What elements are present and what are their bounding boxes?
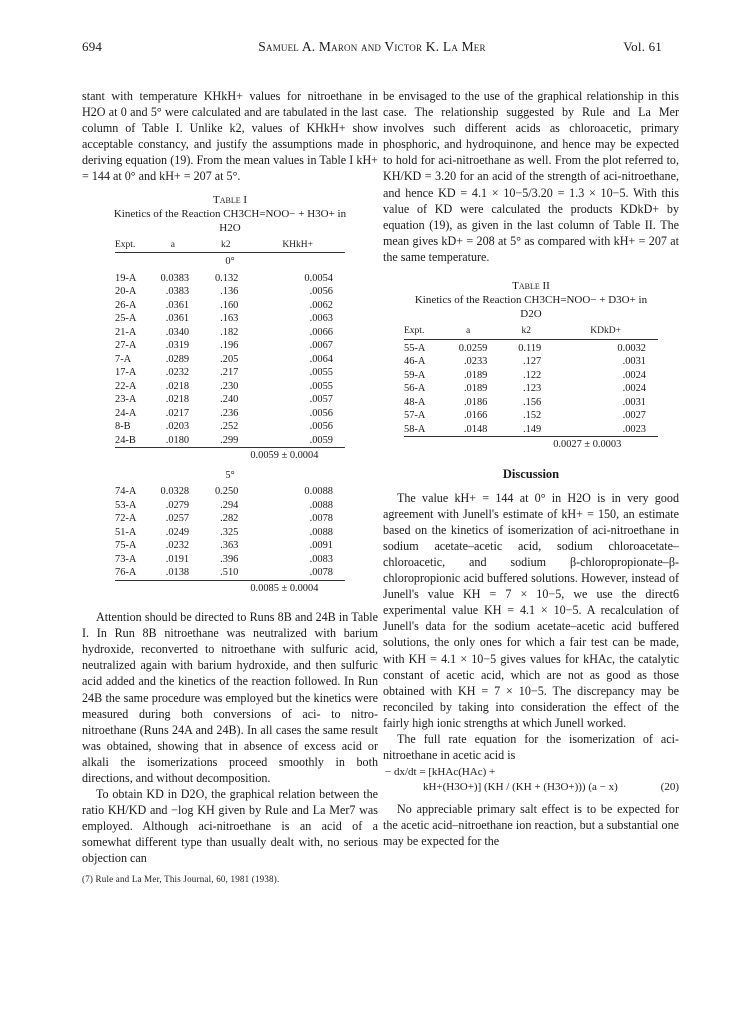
table-cell: 20-A	[115, 286, 137, 298]
table-cell: .152	[523, 410, 542, 422]
column-header: k2	[499, 325, 553, 339]
column-header: a	[437, 325, 499, 339]
table-cell: .0056	[309, 407, 333, 419]
table-cell: .0218	[165, 380, 190, 392]
page-number: 694	[82, 39, 103, 54]
table-cell: 19-A	[115, 272, 137, 284]
table-cell: 0.132	[214, 272, 239, 284]
table-cell: .0203	[165, 421, 190, 433]
equation-line: − dx/dt = [kHAc(HAc) +	[385, 766, 496, 779]
table-cell: 57-A	[404, 410, 426, 422]
table-cell: 26-A	[115, 299, 137, 311]
table-cell: .0063	[309, 313, 333, 325]
table-cell: .0189	[463, 369, 488, 381]
table-cell: .0067	[309, 340, 333, 352]
table-cell: .0064	[309, 353, 333, 365]
table-cell: 0.0259	[437, 339, 499, 355]
table-cell: .294	[220, 499, 239, 511]
table-cell: .0383	[165, 286, 190, 298]
table-cell: .123	[523, 383, 542, 395]
table-cell: .217	[220, 367, 239, 379]
table-cell: .0031	[622, 356, 646, 368]
table-cell: .196	[220, 340, 239, 352]
table-row	[115, 566, 345, 580]
paragraph: The value kH+ = 144 at 0° in H2O is in very good agreement with Junell's estimate of kH+ = 150, an estimate based on the kinetics of isomerization of aci-nitroethane in sodium acetate–acetic acid, sodium chloroacetate–chloroacetic, and sodium β-chloropropionate–β-chloropropionic acid buffered solutions. However, instead of Junell's value KH = 7 × 10−5, we use the direct6 experimental value KH = 4.1 × 10−5. A recalculation of Junell's data for the sodium acetate–acetic acid buffered solutions, the only ones for which a fair test can be made, with KH = 4.1 × 10−5 gives values for kHAc, the catalytic constant of acetic acid, which are not as good as those obtained with KH = 7 × 10−5. The discrepancy may be reconciled by taking into consideration the effect of the fairly high ionic strengths at which Junell worked.	[383, 490, 679, 730]
table-cell: .0078	[309, 567, 333, 579]
table-row	[404, 396, 658, 410]
table-cell: 0.250	[214, 486, 239, 498]
table-cell: .163	[220, 313, 239, 325]
table-cell: 76-A	[115, 567, 137, 579]
table-cell: 24-A	[115, 407, 137, 419]
table-cell: .0166	[463, 410, 488, 422]
table-cell: .0180	[165, 434, 190, 446]
table-cell: .325	[220, 526, 239, 538]
table-caption: Table I	[212, 193, 248, 206]
table-row	[115, 526, 345, 540]
table-cell: 53-A	[115, 499, 137, 511]
table-cell: 74-A	[115, 486, 137, 498]
table-cell: .156	[523, 396, 542, 408]
table-cell: .0217	[165, 407, 190, 419]
table-cell: .0057	[309, 394, 333, 406]
table-cell: 0.0088	[304, 486, 333, 498]
table-cell: 0.119	[499, 339, 553, 355]
table-cell: 25-A	[115, 313, 137, 325]
paragraph: No appreciable primary salt effect is to be expected for the acetic acid–nitroethane ion reaction, but a substantial one may be expected for the	[383, 802, 679, 849]
table-cell: .0056	[309, 286, 333, 298]
table-2	[383, 279, 679, 456]
table-cell: .240	[220, 394, 239, 406]
table-cell: 0.0054	[304, 272, 333, 284]
table-cell: .0027	[622, 410, 646, 422]
column-header: k2	[201, 239, 250, 253]
table-title: Kinetics of the Reaction CH3CH=NOO− + D3O+ in D2O	[414, 294, 648, 321]
table-cell: .396	[220, 553, 239, 565]
equation-number: (20)	[660, 781, 679, 794]
running-head-authors: Samuel A. Maron and Victor K. La Mer	[258, 39, 486, 54]
table-row	[115, 407, 345, 421]
table-cell: .0218	[165, 394, 190, 406]
table-cell: .0088	[309, 526, 333, 538]
table-cell: .160	[220, 299, 239, 311]
table-cell: .299	[220, 434, 239, 446]
table-cell: .0186	[463, 396, 488, 408]
paragraph: To obtain KD in D2O, the graphical relation between the ratio KH/KD and −log KH given by Rule and La Mer7 was employed. Although aci-nitroethane is an acid of a somewhat different type than usually dealt with, no serious objection can	[82, 787, 378, 866]
table-cell: .0249	[165, 526, 190, 538]
table-cell: .0289	[165, 353, 190, 365]
table-cell: 0.0328	[160, 486, 190, 498]
table-cell: .182	[220, 326, 239, 338]
column-header: a	[145, 239, 201, 253]
table-row	[115, 539, 345, 553]
table-cell: .0031	[622, 396, 646, 408]
table-cell: .149	[523, 423, 542, 435]
table-cell: .0055	[309, 380, 333, 392]
table-row	[404, 409, 658, 423]
table-cell: .122	[523, 369, 542, 381]
left-column	[82, 88, 378, 885]
table-cell: .0024	[622, 383, 646, 395]
table-row	[115, 553, 345, 567]
mean-value: 0.0085 ± 0.0004	[250, 580, 345, 599]
table-cell: .0088	[309, 499, 333, 511]
table-row	[404, 369, 658, 383]
table-cell: .282	[220, 513, 239, 525]
table-cell: 51-A	[115, 526, 137, 538]
temperature-label: 0°	[225, 256, 235, 268]
table-cell: .0024	[622, 369, 646, 381]
table-cell: .0319	[165, 340, 190, 352]
temperature-label: 5°	[225, 469, 235, 481]
table-1	[82, 193, 378, 600]
column-header: Expt.	[115, 239, 145, 253]
table-cell: .236	[220, 407, 239, 419]
table-cell: 8-B	[115, 421, 131, 433]
table-cell: 56-A	[404, 383, 426, 395]
table-cell: .0023	[622, 423, 646, 435]
table-cell: .0062	[309, 299, 333, 311]
table-row	[115, 272, 345, 286]
table-cell: .0078	[309, 513, 333, 525]
paragraph: be envisaged to the use of the graphical relationship in this case. The relationship suggested by Rule and La Mer involves such different acids as chloroacetic, primary phosphoric, and hydroquinone, and hence may be expected to hold for aci-nitroethane as well. From the plot referred to, KH/KD = 3.20 for an acid of the strength of aci-nitroethane, and hence KD = 4.1 × 10−5/3.20 = 1.3 × 10−5. With this value of KD were calculated the products KDkD+ by equation (19), as given in the last column of Table II. The mean gives kD+ = 208 at 5° as compared with kH+ = 207 at the same temperature.	[383, 89, 679, 264]
table-row	[404, 382, 658, 396]
table-cell: .0148	[463, 423, 488, 435]
table-cell: .0191	[165, 553, 190, 565]
table-cell: .0233	[463, 356, 488, 368]
table-cell: .205	[220, 353, 239, 365]
table-cell: .127	[523, 356, 542, 368]
table-row	[115, 339, 345, 353]
table-row	[404, 423, 658, 437]
table-cell: 17-A	[115, 367, 137, 379]
table-cell: 58-A	[404, 423, 426, 435]
table-cell: 23-A	[115, 394, 137, 406]
running-head-volume: Vol. 61	[623, 39, 662, 54]
table-cell: .0279	[165, 499, 190, 511]
table-cell: 75-A	[115, 540, 137, 552]
right-column	[383, 88, 679, 850]
equation-line: kH+(H3O+)] (KH / (KH + (H3O+))) (a − x) (20)	[423, 781, 679, 794]
table-row	[404, 339, 658, 355]
table-cell: .0257	[165, 513, 190, 525]
table-row	[115, 353, 345, 367]
table-cell: .0340	[165, 326, 190, 338]
table-caption: Table II	[512, 280, 550, 293]
table-cell: 27-A	[115, 340, 137, 352]
rows-5-deg	[115, 485, 345, 580]
table-cell: .0091	[309, 540, 333, 552]
table-row	[115, 393, 345, 407]
table-row	[115, 499, 345, 513]
table-row	[115, 312, 345, 326]
table-row	[115, 485, 345, 499]
table-title: Kinetics of the Reaction CH3CH=NOO− + H3O+ in H2O	[113, 207, 347, 234]
table-cell: 55-A	[404, 339, 437, 355]
table-cell: 0.0032	[553, 339, 658, 355]
table-cell: .252	[220, 421, 239, 433]
table-cell: .363	[220, 540, 239, 552]
table-row	[115, 366, 345, 380]
table-cell: .0066	[309, 326, 333, 338]
table-cell: 24-B	[115, 434, 136, 446]
table-1-grid	[115, 239, 345, 600]
table-cell: 59-A	[404, 369, 426, 381]
table-cell: 46-A	[404, 356, 426, 368]
rows-0-deg	[115, 272, 345, 448]
table-2-grid	[404, 325, 658, 456]
paragraph: stant with temperature KHkH+ values for nitroethane in H2O at 0 and 5° were calculated and are tabulated in the last column of Table I. Unlike k2, values of KHkH+ show acceptable constancy, and justify the assumptions made in deriving equation (19). From the mean values in Table I kH+ = 144 at 0° and kH+ = 207 at 5°.	[82, 89, 378, 184]
table-row	[115, 299, 345, 313]
section-heading: Discussion	[502, 466, 560, 481]
paragraph: Attention should be directed to Runs 8B and 24B in Table I. In Run 8B nitroethane was neutralized with barium hydroxide, reconverted to nitroethane with sulfuric acid, neutralized again with barium hydroxide, and then sulfuric acid added and the kinetics of the reaction followed. In Run 24B the same procedure was employed but the kinetics were measured during both conversions of aci- to nitro-nitroethane (Runs 24A and 24B). In all cases the same result was obtained, showing that in absence of excess acid or alkali the isomerizations proceed smoothly in both directions, and without decomposition.	[82, 610, 378, 785]
table-cell: 0.0383	[160, 272, 190, 284]
table-cell: .0138	[165, 567, 190, 579]
table-cell: .0055	[309, 367, 333, 379]
table-row	[115, 434, 345, 448]
table-cell: .0361	[165, 313, 190, 325]
mean-value: 0.0059 ± 0.0004	[250, 448, 345, 467]
table-cell: 21-A	[115, 326, 137, 338]
paragraph: The full rate equation for the isomerization of aci-nitroethane in acetic acid is	[383, 732, 679, 763]
table-cell: .510	[220, 567, 239, 579]
table-cell: .0361	[165, 299, 190, 311]
table-row	[115, 326, 345, 340]
table-cell: .0232	[165, 367, 190, 379]
rows	[404, 339, 658, 437]
table-cell: 22-A	[115, 380, 137, 392]
table-row	[115, 420, 345, 434]
column-header: Expt.	[404, 325, 437, 339]
table-cell: .0189	[463, 383, 488, 395]
footnote: (7) Rule and La Mer, This Journal, 60, 1981 (1938).	[82, 873, 280, 884]
table-cell: 48-A	[404, 396, 426, 408]
equation-20	[383, 765, 679, 795]
table-cell: .136	[220, 286, 239, 298]
table-cell: 73-A	[115, 553, 137, 565]
table-row	[115, 285, 345, 299]
column-header: KDkD+	[553, 325, 658, 339]
table-row	[115, 512, 345, 526]
table-cell: 7-A	[115, 353, 132, 365]
table-cell: .0056	[309, 421, 333, 433]
table-cell: .230	[220, 380, 239, 392]
table-cell: .0232	[165, 540, 190, 552]
table-row	[115, 380, 345, 394]
table-row	[404, 355, 658, 369]
column-header: KHkH+	[250, 239, 345, 253]
mean-value: 0.0027 ± 0.0003	[553, 437, 658, 456]
table-cell: 72-A	[115, 513, 137, 525]
table-cell: .0083	[309, 553, 333, 565]
table-cell: .0059	[309, 434, 333, 446]
